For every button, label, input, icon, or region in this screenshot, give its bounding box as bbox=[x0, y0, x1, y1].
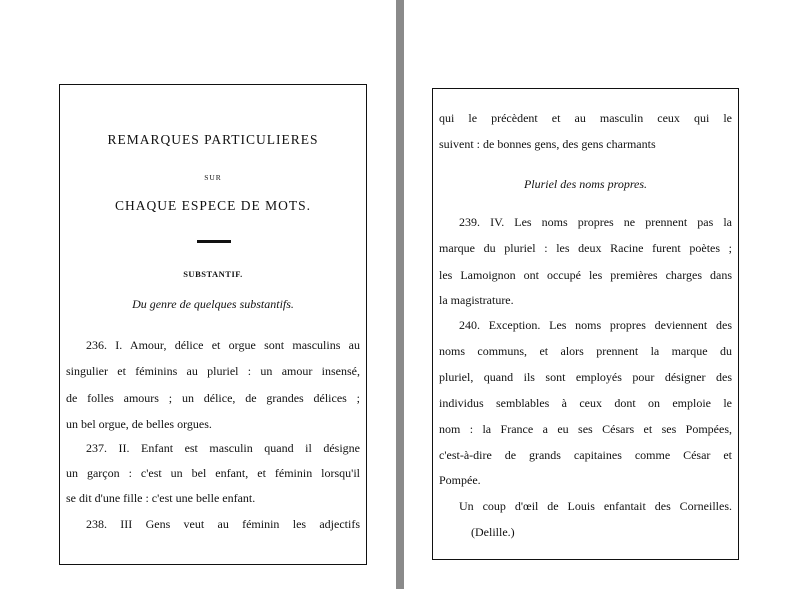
quotation-attribution: (Delille.) bbox=[471, 525, 515, 539]
text-line: 238. III Gens veut au féminin les adjectifs bbox=[86, 517, 360, 531]
text-line: un garçon : c'est un bel enfant, et féminin lorsqu'il bbox=[66, 466, 360, 480]
text-line: nom : la France a eu ses Césars et ses Pompées, bbox=[439, 422, 732, 436]
left-page-frame bbox=[59, 84, 367, 565]
right-page-frame bbox=[432, 88, 739, 560]
text-line: 239. IV. Les noms propres ne prennent pas la bbox=[459, 215, 732, 229]
text-line: 236. I. Amour, délice et orgue sont masculins au bbox=[86, 338, 360, 352]
text-line: de folles amours ; un délice, de grandes délices ; bbox=[66, 391, 360, 405]
text-line: les Lamoignon ont occupé les premières charges dans bbox=[439, 268, 732, 282]
text-line: se dit d'une fille : c'est une belle enfant. bbox=[66, 491, 256, 505]
text-line: un bel orgue, de belles orgues. bbox=[66, 417, 212, 431]
text-line: 240. Exception. Les noms propres deviennent des bbox=[459, 318, 732, 332]
text-line: qui le précèdent et au masculin ceux qui le bbox=[439, 111, 732, 125]
text-line: marque du pluriel : les deux Racine furent poètes ; bbox=[439, 241, 732, 255]
text-line: Pompée. bbox=[439, 473, 481, 487]
section-heading: Du genre de quelques substantifs. bbox=[132, 297, 294, 311]
title-rule bbox=[197, 240, 231, 243]
text-line: pluriel, quand ils sont employés pour désigner des bbox=[439, 370, 732, 384]
text-line: 237. II. Enfant est masculin quand il désigne bbox=[86, 441, 360, 455]
title-connector: SUR bbox=[204, 173, 222, 182]
text-line: c'est-à-dire de grands capitaines comme César et bbox=[439, 448, 732, 462]
quotation-line: Un coup d'œil de Louis enfantait des Corneilles. bbox=[459, 499, 732, 513]
page-title: REMARQUES PARTICULIERES bbox=[107, 132, 319, 147]
text-line: la magistrature. bbox=[439, 293, 514, 307]
section-heading: Pluriel des noms propres. bbox=[523, 177, 648, 191]
text-line: suivent : de bonnes gens, des gens charmants bbox=[439, 137, 656, 151]
text-line: noms communs, et alors prennent la marque du bbox=[439, 344, 732, 358]
section-label: SUBSTANTIF. bbox=[183, 269, 243, 279]
page-subtitle: CHAQUE ESPECE DE MOTS. bbox=[114, 198, 311, 213]
text-line: individus semblables à ceux dont on emploie le bbox=[439, 396, 732, 410]
text-line: singulier et féminins au pluriel : un amour insensé, bbox=[66, 364, 360, 378]
